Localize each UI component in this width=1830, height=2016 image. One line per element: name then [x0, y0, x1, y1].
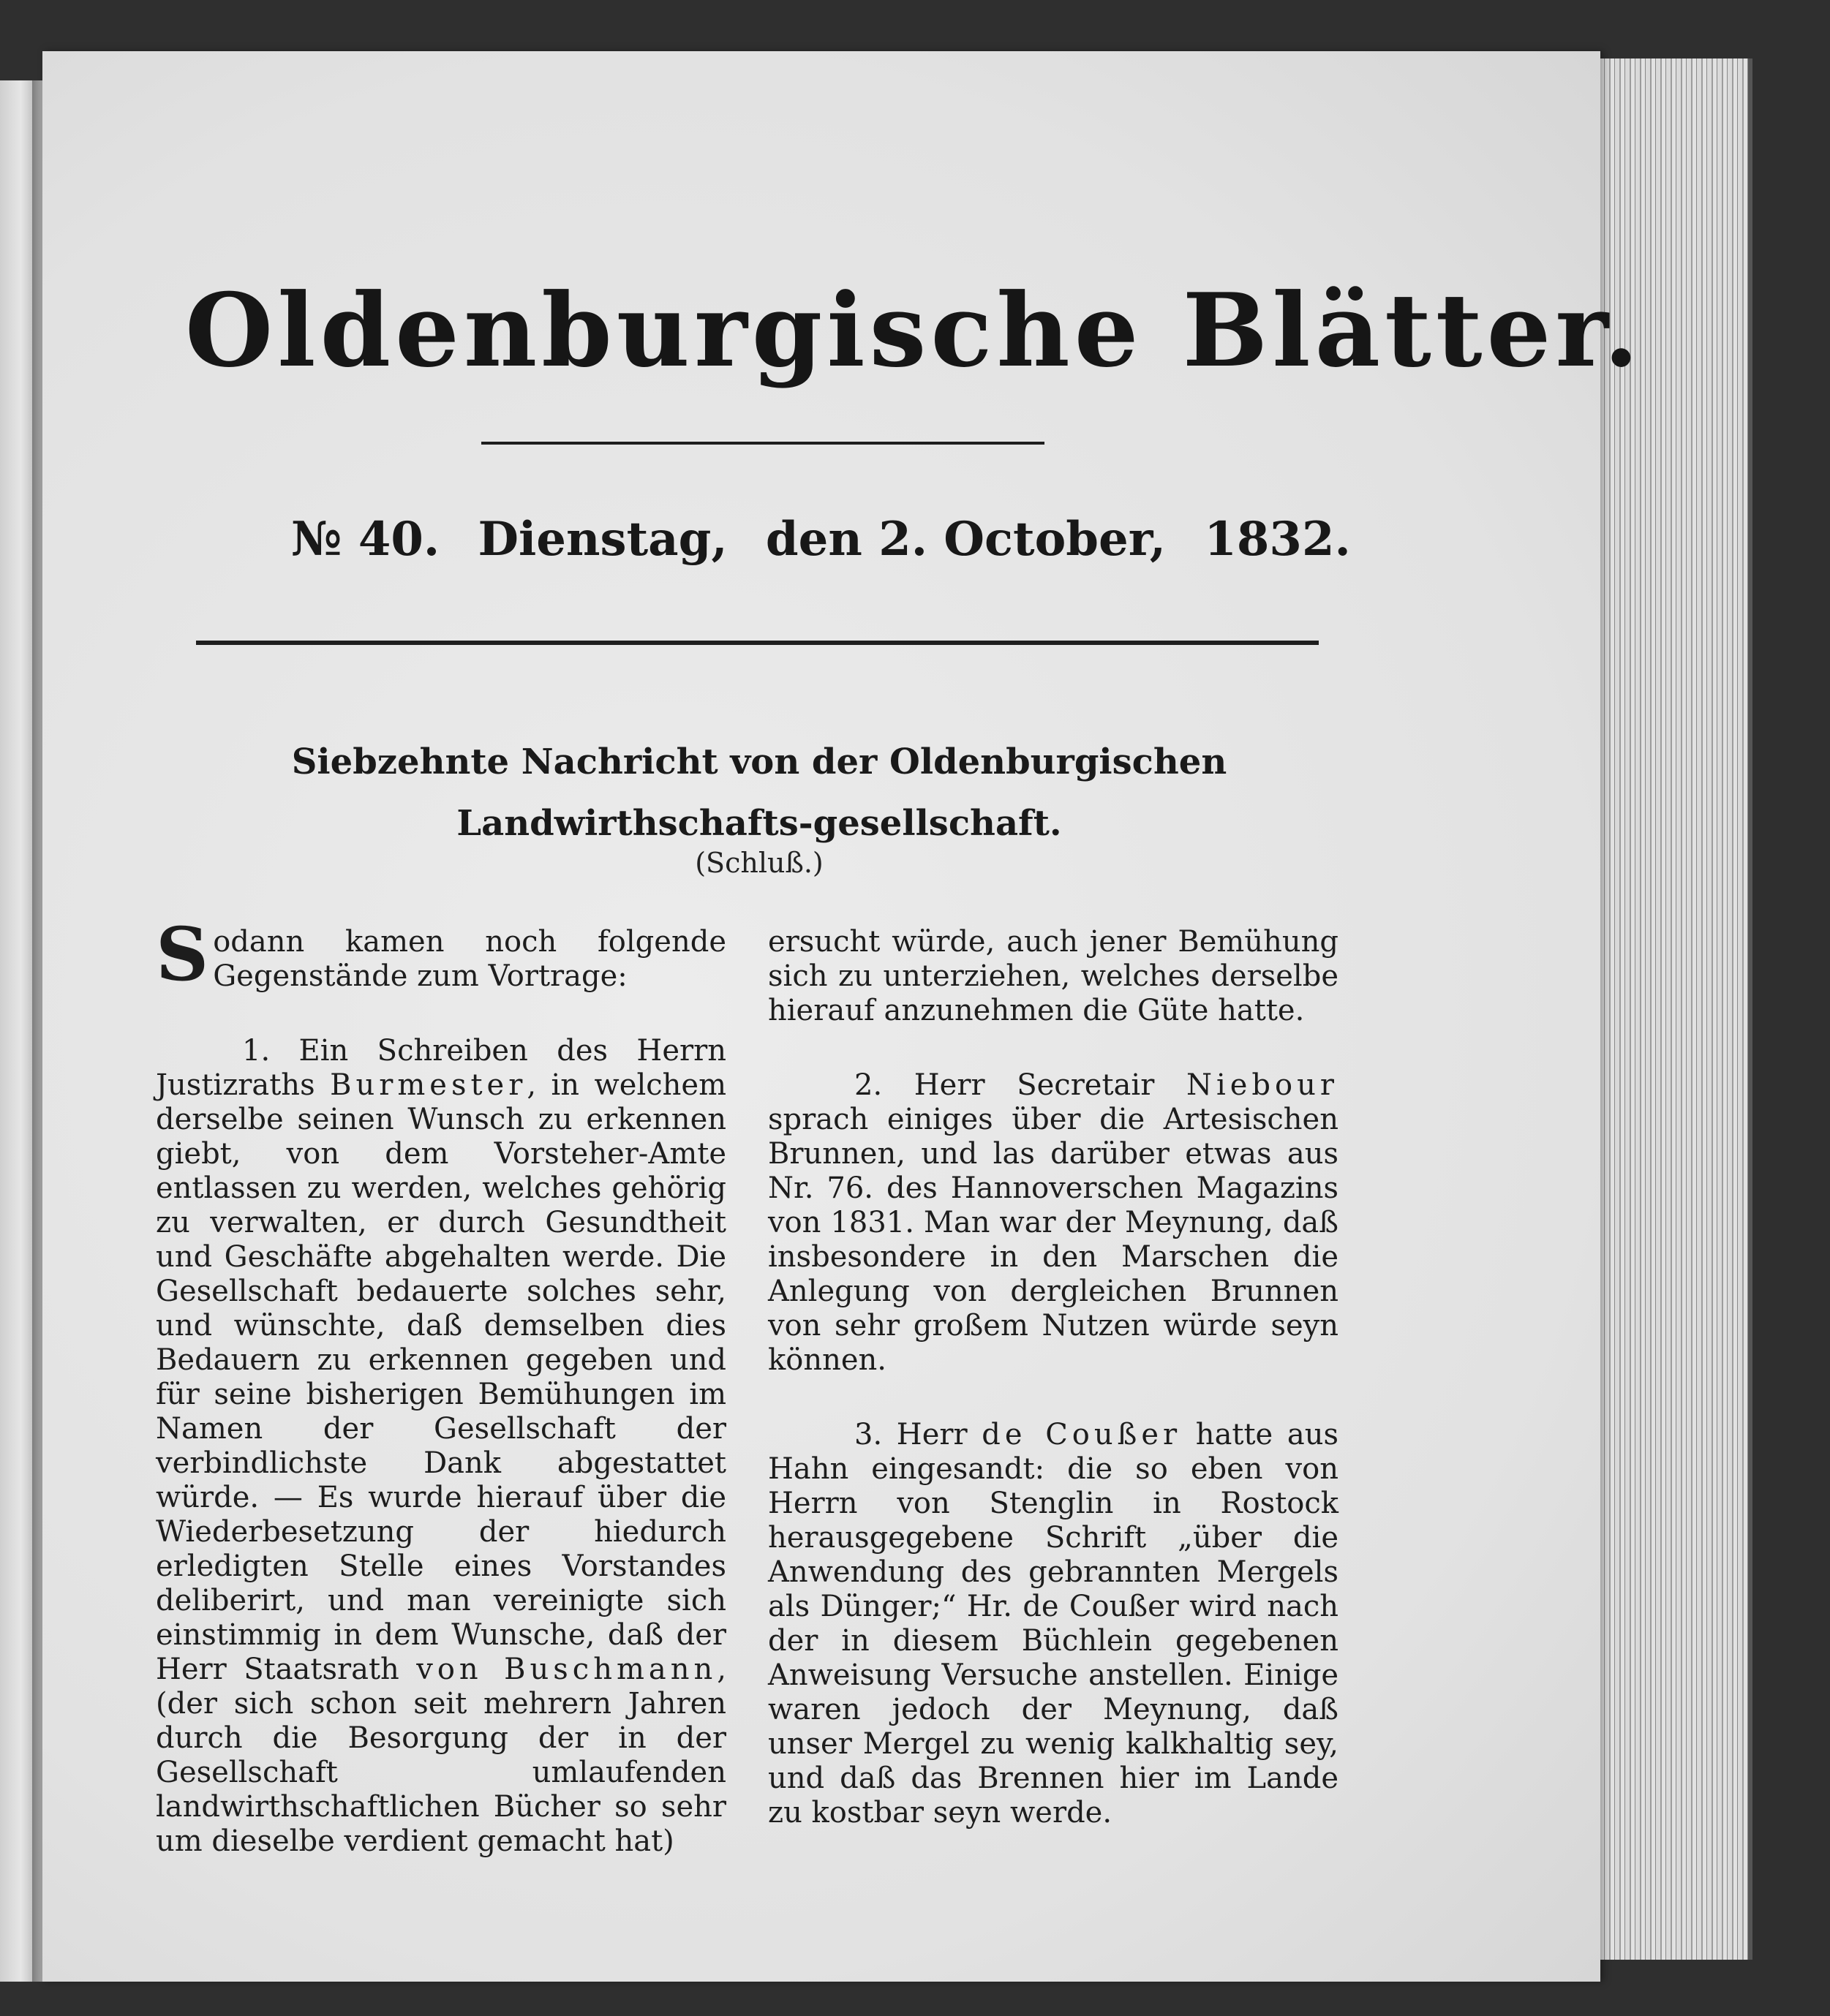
right-column: [768, 925, 1338, 1870]
item-1-end: , (der sich schon seit mehrern Jahren durch die Besorgung der in der Gesellschaft umlaufenden landwirthschaftlichen Bücher so sehr um dieselbe verdient gemacht hat): [156, 1653, 726, 1858]
item-3-start: 3. Herr: [854, 1418, 982, 1451]
item-3-rest: hatte aus Hahn eingesandt: die so eben von Herrn von Stenglin in Rostock herausgegebene Schrift „über die Anwendung des gebrannten Mergels als Dünger;“ Hr. de Coußer wird nach der in diesem Büchlein gegebenen Anweisung Versuche anstellen. Einige waren jedoch der Meynung, daß unser Mergel zu wenig kalkhaltig sey, und daß das Brennen hier im Lande zu kostbar seyn werde.: [768, 1418, 1339, 1830]
item-1-mid: , in welchem derselbe seinen Wunsch zu erkennen giebt, von dem Vorsteher-Amte entlassen zu werden, welches gehörig zu verwalten, er durch Gesundtheit und Geschäfte abgehalten werde. Die Gesellschaft bedauerte solches sehr, und wünschte, daß demselben dies Bedauern zu erkennen gegeben und für seine bisherigen Bemühungen im Namen der Gesellschaft der verbindlichste Dank abgestattet würde. — Es wurde hierauf über die Wiederbesetzung der hiedurch erledigten Stelle eines Vorstandes deliberirt, und man vereinigte sich einstimmig in dem Wunsche, daß der Herr Staatsrath: [156, 1068, 727, 1686]
issue-line: [291, 512, 1351, 567]
item-1-paragraph: [156, 1034, 726, 1859]
newspaper-page: [42, 51, 1643, 1982]
issue-rule: [196, 641, 1319, 645]
item-1-name: Burmester: [330, 1068, 527, 1102]
issue-year: 1832.: [1204, 512, 1351, 567]
issue-date: den 2. October,: [765, 512, 1167, 567]
item-2-rest: sprach einiges über die Artesischen Brunnen, und las darüber etwas aus Nr. 76. des Hannoverschen Magazins von 1831. Man war der Meynung, daß insbesondere in den Marschen die Anlegung von dergleichen Brunnen von sehr großem Nutzen würde seyn können.: [768, 1103, 1338, 1377]
article-headline: Siebzehnte Nachricht von der Oldenburgischen Landwirthschafts-gesellschaft.: [291, 741, 1227, 844]
item-3-paragraph: [768, 1418, 1338, 1830]
item-2-paragraph: [768, 1068, 1338, 1378]
intro-text: odann kamen noch folgende Gegenstände zum Vortrage:: [213, 925, 726, 993]
intro-paragraph: [156, 911, 726, 997]
issue-number: № 40.: [291, 512, 440, 567]
item-1-start: 1. Ein Schreiben des Herrn Justizraths: [156, 1034, 726, 1102]
facing-page-edge: [0, 80, 35, 1982]
item-2-name: Niebour: [1186, 1068, 1338, 1102]
item-2-start: 2. Herr Secretair: [854, 1068, 1186, 1102]
left-column: [156, 911, 727, 1899]
drop-cap: S: [156, 911, 209, 997]
masthead-title: Oldenburgische Blätter.: [185, 271, 1643, 390]
issue-weekday: Dienstag,: [478, 512, 728, 567]
article-note: (Schluß.): [695, 847, 824, 879]
item-1-name-2: von Buschmann: [416, 1653, 718, 1686]
continuation-paragraph: ersucht würde, auch jener Bemühung sich zu unterziehen, welches derselbe hierauf anzunehmen die Güte hatte.: [768, 925, 1338, 1027]
masthead-rule: [481, 442, 1044, 445]
item-3-name: de Coußer: [982, 1418, 1182, 1451]
